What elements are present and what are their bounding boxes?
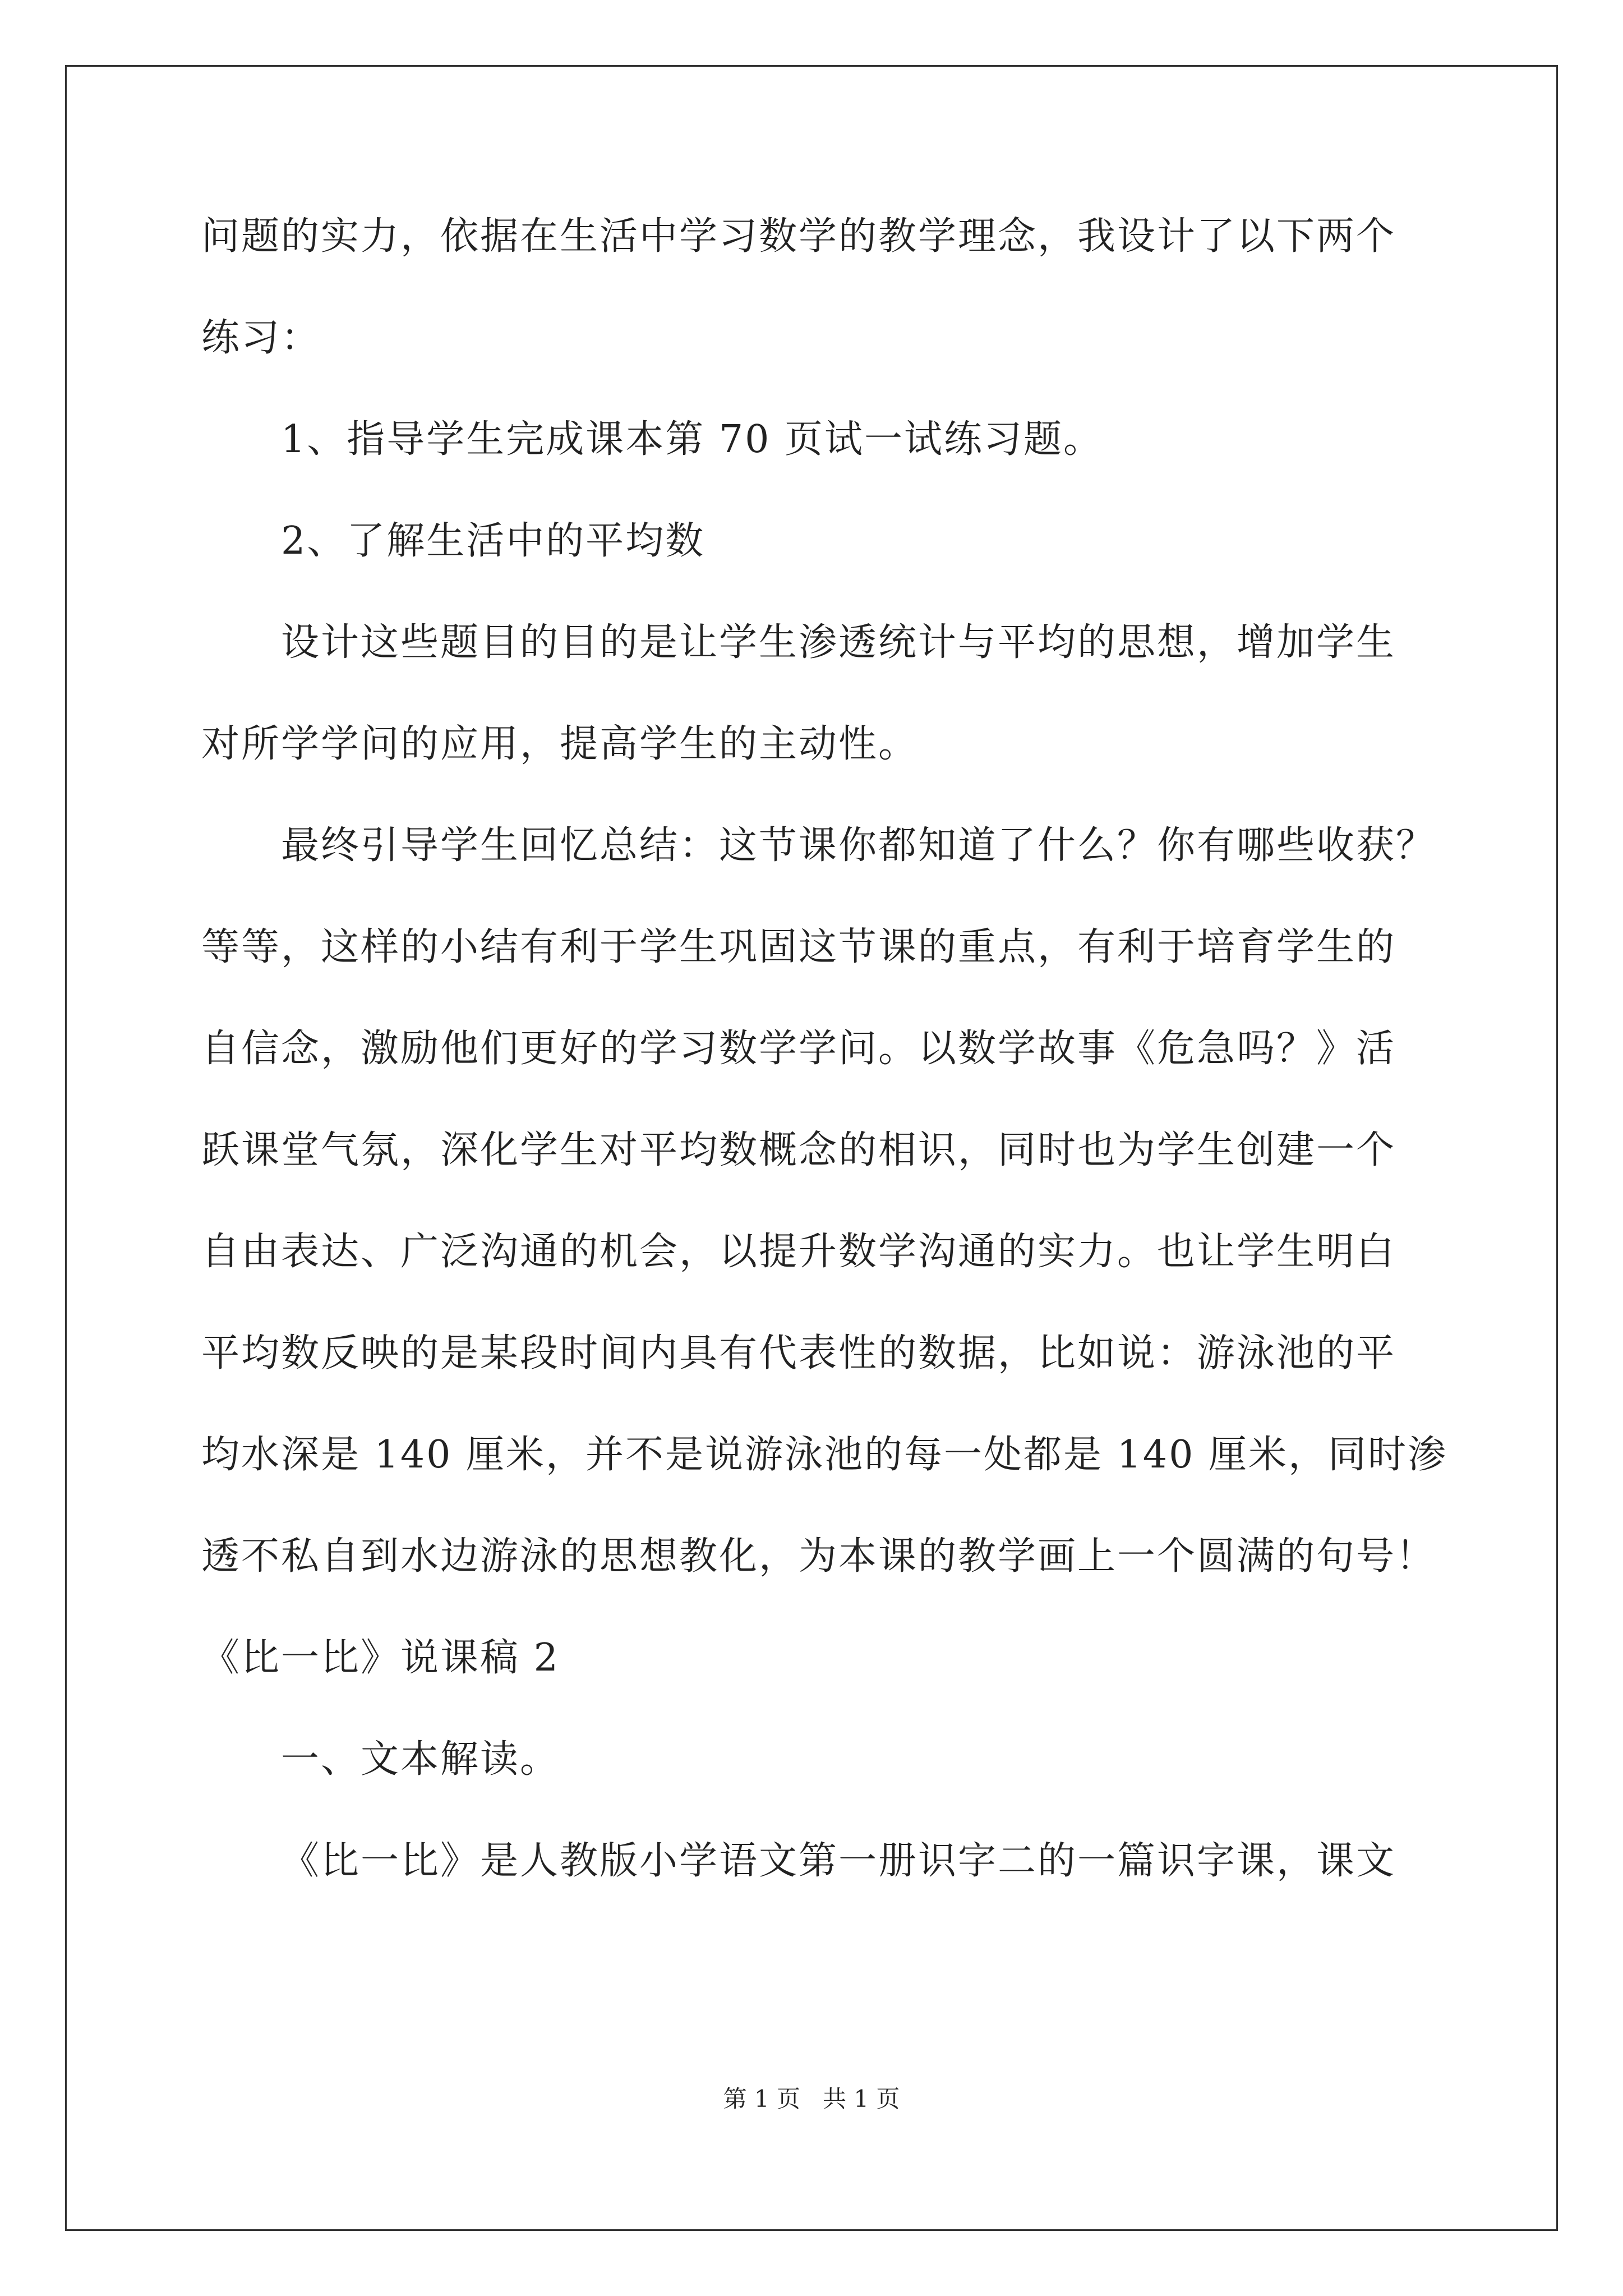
- text-line: 透不私自到水边游泳的思想教化，为本课的教学画上一个圆满的句号！: [201, 1534, 1436, 1579]
- text-line: 跃课堂气氛，深化学生对平均数概念的相识，同时也为学生创建一个: [201, 1128, 1396, 1172]
- text-line: 一、文本解读。: [281, 1737, 560, 1782]
- text-line: 自信念，激励他们更好的学习数学学问。以数学故事《危急吗？》活: [201, 1027, 1396, 1071]
- text-line: 等等，这样的小结有利于学生巩固这节课的重点，有利于培育学生的: [201, 925, 1396, 969]
- text-line: 平均数反映的是某段时间内具有代表性的数据，比如说：游泳池的平: [201, 1331, 1396, 1375]
- text-line: 练习：: [201, 316, 321, 360]
- text-line: 问题的实力，依据在生活中学习数学的教学理念，我设计了以下两个: [201, 214, 1396, 259]
- text-line: 对所学学问的应用，提高学生的主动性。: [201, 722, 919, 766]
- text-line: 设计这些题目的目的是让学生渗透统计与平均的思想，增加学生: [281, 620, 1396, 665]
- page-number-current: 第 1 页: [723, 2085, 800, 2113]
- text-line: 2、了解生活中的平均数: [281, 519, 706, 563]
- text-line: 最终引导学生回忆总结：这节课你都知道了什么？你有哪些收获？: [281, 823, 1436, 868]
- text-line: 《比一比》是人教版小学语文第一册识字二的一篇识字课，课文: [281, 1839, 1396, 1883]
- text-line: 均水深是 140 厘米，并不是说游泳池的每一处都是 140 厘米，同时渗: [201, 1433, 1448, 1477]
- page-number-total: 共 1 页: [823, 2085, 900, 2113]
- section-heading: 《比一比》说课稿 2: [201, 1636, 560, 1680]
- text-line: 1、指导学生完成课本第 70 页试一试练习题。: [281, 417, 1104, 462]
- page-footer: [0, 2082, 1623, 2116]
- text-line: 自由表达、广泛沟通的机会，以提升数学沟通的实力。也让学生明白: [201, 1230, 1396, 1274]
